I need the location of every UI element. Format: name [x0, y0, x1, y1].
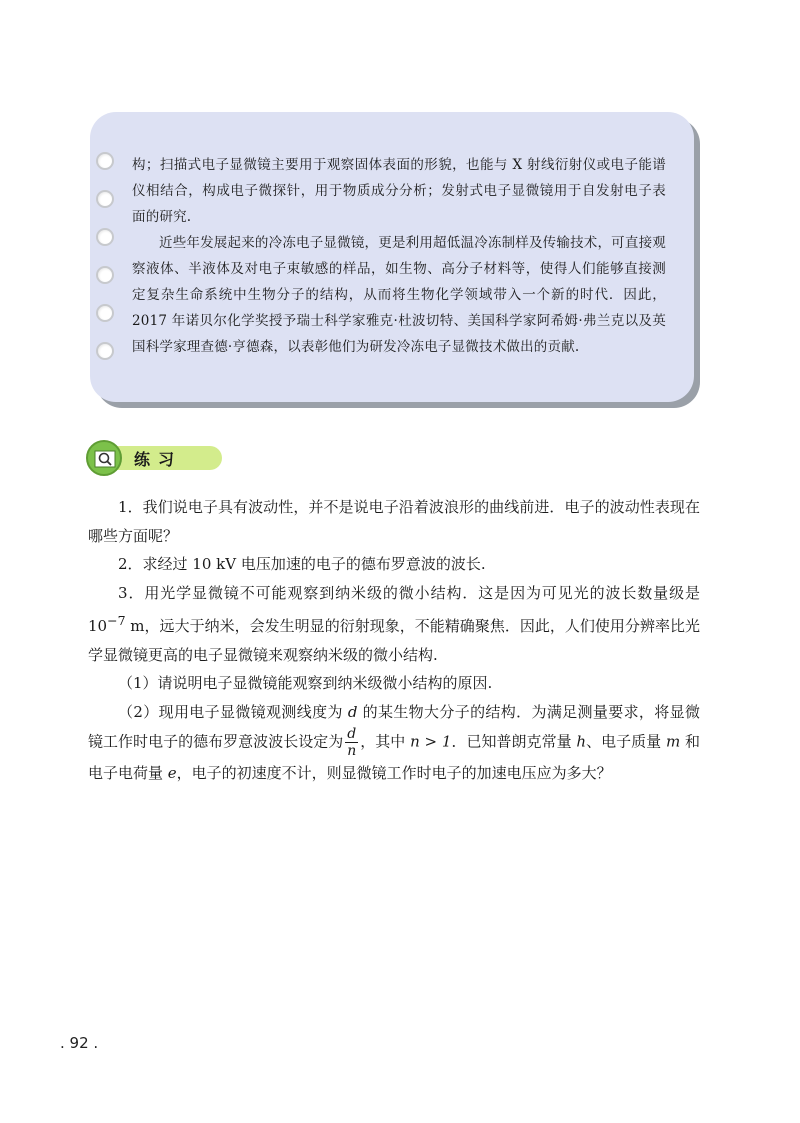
exercise-3-2 — [88, 698, 700, 788]
note-text — [132, 152, 666, 360]
ring-icon — [96, 228, 114, 246]
exercise-3 — [88, 579, 700, 670]
text: （2）现用电子显微镜观测线度为 — [118, 702, 348, 721]
reading-note-box — [90, 112, 694, 402]
variable-h: h — [576, 732, 587, 751]
exercise-list — [88, 493, 700, 788]
exercise-section-header — [86, 440, 236, 476]
header-badge — [86, 440, 122, 476]
text: ，电子的初速度不计，则显微镜工作时电子的加速电压应为多大？ — [176, 764, 612, 782]
ring-icon — [96, 266, 114, 284]
exercise-1: 1．我们说电子具有波动性，并不是说电子沿着波浪形的曲线前进．电子的波动性表现在哪些方面呢？ — [88, 498, 700, 545]
exercise-3-text-b: m，远大于纳米，会发生明显的衍射现象，不能精确聚焦．因此，人们使用分辨率比光学显微镜更高的电子显微镜来观察纳米级的微小结构. — [88, 617, 700, 664]
note-paragraph-2: 近些年发展起来的冷冻电子显微镜，更是利用超低温冷冻制样及传输技术，可直接观察液体、半液体及对电子束敏感的样品，如生物、高分子材料等，使得人们能够直接测定复杂生命系统中生物分子的结构，从而将生物化学领域带入一个新的时代．因此，2017 年诺贝尔化学奖授予瑞士科学家雅克·杜波切特、美国科学家阿希姆·弗兰克以及英国科学家理查德·亨德森，以表彰他们为研发冷冻电子显微技术做出的贡献. — [132, 235, 666, 355]
fraction-d-over-n — [345, 726, 358, 759]
condition: n > 1 — [410, 732, 452, 751]
exercise-2: 2．求经过 10 kV 电压加速的电子的德布罗意波的波长. — [118, 555, 486, 573]
text: 的某生物大分子的结构．为满足测量要求，将显微镜工作时电子的德布罗意波波长设定为 — [88, 702, 700, 751]
ring-icon — [96, 190, 114, 208]
variable-e: e — [167, 764, 177, 782]
section-title: 练习 — [134, 450, 183, 469]
exercise-3-1: （1）请说明电子显微镜能观察到纳米级微小结构的原因. — [118, 674, 493, 692]
fraction-denominator: n — [347, 743, 357, 759]
ring-icon — [96, 342, 114, 360]
ring-icon — [96, 152, 114, 170]
text: 和电子电荷量 — [88, 732, 700, 782]
variable-d: d — [347, 702, 358, 721]
exponent: −7 — [107, 613, 126, 628]
fraction-numerator: d — [347, 726, 357, 742]
exercise-3-text-a: 3．用光学显微镜不可能观察到纳米级的微小结构．这是因为可见光的波长数量级是 10 — [88, 583, 700, 635]
magnifier-icon — [94, 450, 116, 468]
text: ．已知普朗克常量 — [451, 732, 577, 751]
ring-icon — [96, 304, 114, 322]
page-number: . 92 . — [60, 1034, 99, 1052]
note-paragraph-1: 构；扫描式电子显微镜主要用于观察固体表面的形貌，也能与 X 射线衍射仪或电子能谱仪相结合，构成电子微探针，用于物质成分分析；发射式电子显微镜用于自发射电子表面的研究. — [132, 157, 666, 225]
text: ，其中 — [360, 732, 411, 751]
text: 、电子质量 — [586, 732, 666, 751]
variable-m: m — [665, 732, 681, 751]
